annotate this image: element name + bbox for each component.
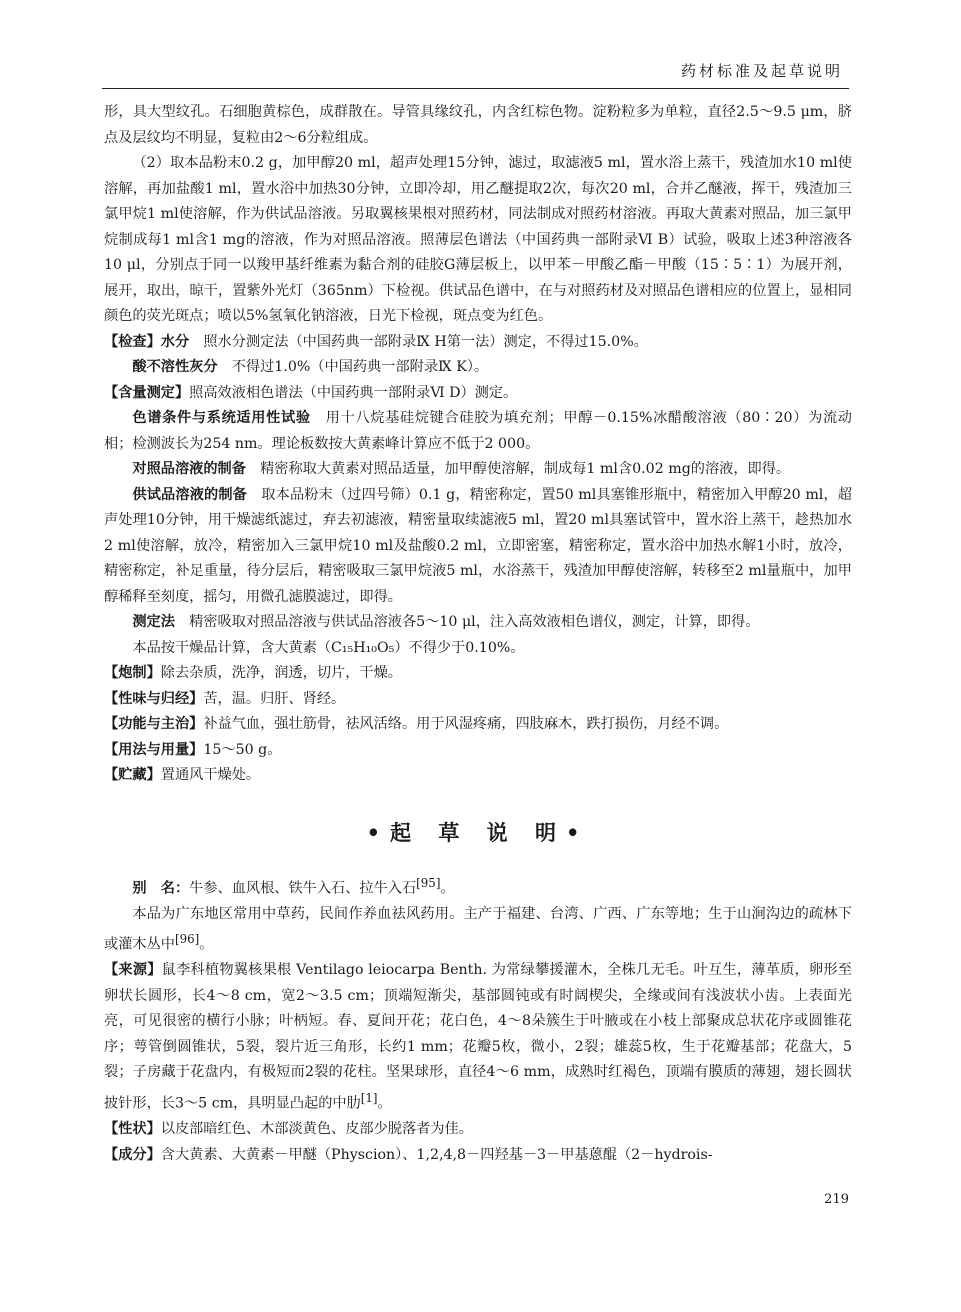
content-limit: 本品按干燥品计算，含大黄素（C₁₅H₁₀O₅）不得少于0.10%。 [132, 639, 525, 656]
comp-text: 含大黄素、大黄素－甲醚（Physcion）、1,2,4,8－四羟基－3－甲基蒽醌（2－hydrois- [160, 1146, 713, 1163]
nature-text: 苦，温。归肝、肾经。 [203, 690, 346, 707]
page-body [104, 100, 852, 1168]
alias-text: 牛参、血风根、铁牛入石、拉牛入石 [189, 880, 417, 897]
method-text: 精密吸取对照品溶液与供试品溶液各5～10 μl，注入高效液相色谱仪，测定，计算，即得。 [189, 614, 760, 630]
func-label: 【功能与主治】 [104, 716, 204, 732]
running-header: 药材标准及起草说明 [680, 62, 843, 80]
header-rule [102, 88, 849, 89]
ref-label: 对照品溶液的制备 [132, 461, 246, 477]
assay-label: 【含量测定】 [104, 384, 190, 401]
source-label: 【来源】 [104, 962, 162, 979]
processing [104, 661, 852, 687]
process-text: 除去杂质，洗净，润透，切片，干燥。 [160, 665, 402, 681]
source [104, 958, 852, 1117]
store-text: 置通风干燥处。 [160, 767, 261, 783]
reference-solution [104, 457, 852, 483]
process-label: 【炮制】 [104, 665, 161, 681]
alias [104, 871, 852, 902]
check-label: 【检查】水分 [104, 333, 190, 350]
source-ref: [1] [360, 1090, 378, 1105]
intro [104, 902, 852, 959]
dose-text: 15～50 g。 [203, 741, 282, 758]
section-title: •起 草 说 明• [366, 819, 590, 845]
source-text: 鼠李科植物翼核果根 Ventilago leiocarpa Benth. 为常绿攀援灌木，全株几无毛。叶互生，薄革质，卵形至卵状长圆形，长4～8 cm，宽2～3.5 cm；顶端短渐尖，基部圆钝或有时阔楔尖，全缘或间有浅波状小齿。上表面光亮，可见很密的横行小脉；叶柄短。春、夏间开花；花白色，4～8朵簇生于叶腋或在小枝上部聚成总状花序或圆锥花序；萼管倒圆锥状，5裂，裂片近三角形，长约1 mm；花瓣5枚，微小，2裂；雄蕊5枚，生于花瓣基部；花盘大，5裂；子房藏于花盘内，有极短而2裂的花柱。坚果球形，直径4～6 mm，成熟时红褐色，顶端有膜质的薄翅，翅长圆状披针形，长3～5 cm，具明显凸起的中肋 [104, 962, 852, 1112]
storage [104, 763, 852, 789]
prop-text: 以皮部暗红色、木部淡黄色、皮部少脱落者为佳。 [160, 1121, 473, 1138]
ash-text: 不得过1.0%（中国药典一部附录Ⅸ K）。 [231, 359, 489, 375]
func-text: 补益气血，强壮筋骨，祛风活络。用于风湿疼痛，四肢麻木，跌打损伤，月经不调。 [203, 716, 729, 732]
intro-text: 本品为广东地区常用中草药，民间作养血祛风药用。主产于福建、台湾、广西、广东等地；生于山涧沟边的疏林下或灌木丛中 [104, 905, 852, 953]
test-text: 取本品粉末（过四号筛）0.1 g，精密称定，置50 ml具塞锥形瓶中，精密加入甲醇20 ml，超声处理10分钟，用干燥滤纸滤过，弃去初滤液，精密量取续滤液5 ml，置20 ml具塞试管中，置水浴上蒸干，趁热加水2 ml使溶解，放冷，精密加入三氯甲烷10 ml及盐酸0.2 ml，立即密塞，精密称定，置水浴中加热水解1小时，放冷，精密称定，补足重量，待分层后，精密吸取三氯甲烷液5 ml，水浴蒸干，残渣加甲醇使溶解，转移至2 ml量瓶中，加甲醇稀释至刻度，摇匀，用微孔滤膜滤过，即得。 [104, 486, 852, 605]
source-end: 。 [377, 1095, 392, 1112]
method-label: 测定法 [132, 614, 175, 630]
alias-label: 别 名： [132, 880, 190, 897]
chrom-text: 用十八烷基硅烷键合硅胶为填充剂；甲醇－0.15%冰醋酸溶液（80∶20）为流动相；检测波长为254 nm。理论板数按大黄素峰计算应不低于2 000。 [104, 410, 852, 452]
alias-end: 。 [440, 880, 455, 897]
determination-method [104, 610, 852, 636]
chromatography-conditions [104, 406, 852, 457]
function-indication [104, 712, 852, 738]
alias-ref: [95] [416, 875, 441, 890]
nature-meridian [104, 687, 852, 713]
microscopy-continued: 形，具大型纹孔。石细胞黄棕色，成群散在。导管具缘纹孔，内含红棕色物。淀粉粒多为单粒，直径2.5～9.5 μm，脐点及层纹均不明显，复粒由2～6分粒组成。 [104, 104, 852, 146]
page-number: 219 [824, 1192, 849, 1207]
assay [104, 381, 852, 407]
store-label: 【贮藏】 [104, 767, 161, 783]
check-moisture [104, 330, 852, 356]
components [104, 1143, 852, 1169]
intro-end: 。 [199, 936, 214, 953]
test-label: 供试品溶液的制备 [132, 486, 247, 503]
ref-text: 精密称取大黄素对照品适量，加甲醇使溶解，制成每1 ml含0.02 mg的溶液，即得。 [260, 461, 791, 477]
ash-label: 酸不溶性灰分 [132, 359, 218, 375]
dose-label: 【用法与用量】 [104, 741, 204, 758]
nature-label: 【性味与归经】 [104, 690, 204, 707]
properties [104, 1117, 852, 1143]
assay-text: 照高效液相色谱法（中国药典一部附录Ⅵ D）测定。 [189, 384, 518, 401]
chrom-label: 色谱条件与系统适用性试验 [132, 410, 311, 426]
check-ash [104, 355, 852, 381]
intro-ref: [96] [174, 932, 200, 947]
test-solution [104, 483, 852, 611]
usage-dosage [104, 738, 852, 764]
identification-tlc: （2）取本品粉末0.2 g，加甲醇20 ml，超声处理15分钟，滤过，取滤液5 ml，置水浴上蒸干，残渣加水10 ml使溶解，再加盐酸1 ml，置水浴中加热30分钟，立即冷却，用乙醚提取2次，每次20 ml，合并乙醚液，挥干，残渣加三氯甲烷1 ml使溶解，作为供试品溶液。另取翼核果根对照药材，同法制成对照药材溶液。再取大黄素对照品，加三氯甲烷制成每1 ml含1 mg的溶液，作为对照品溶液。照薄层色谱法（中国药典一部附录Ⅵ B）试验，吸取上述3种溶液各10 μl，分别点于同一以羧甲基纤维素为黏合剂的硅胶G薄层板上，以甲苯－甲酸乙酯－甲酸（15∶5∶1）为展开剂，展开，取出，晾干，置紫外光灯（365nm）下检视。供试品色谱中，在与对照药材及对照品色谱相应的位置上，显相同颜色的荧光斑点；喷以5%氢氧化钠溶液，日光下检视，斑点变为红色。 [104, 155, 852, 324]
prop-label: 【性状】 [104, 1121, 161, 1138]
check-text: 照水分测定法（中国药典一部附录Ⅸ H第一法）测定，不得过15.0%。 [203, 333, 648, 350]
comp-label: 【成分】 [104, 1146, 161, 1163]
